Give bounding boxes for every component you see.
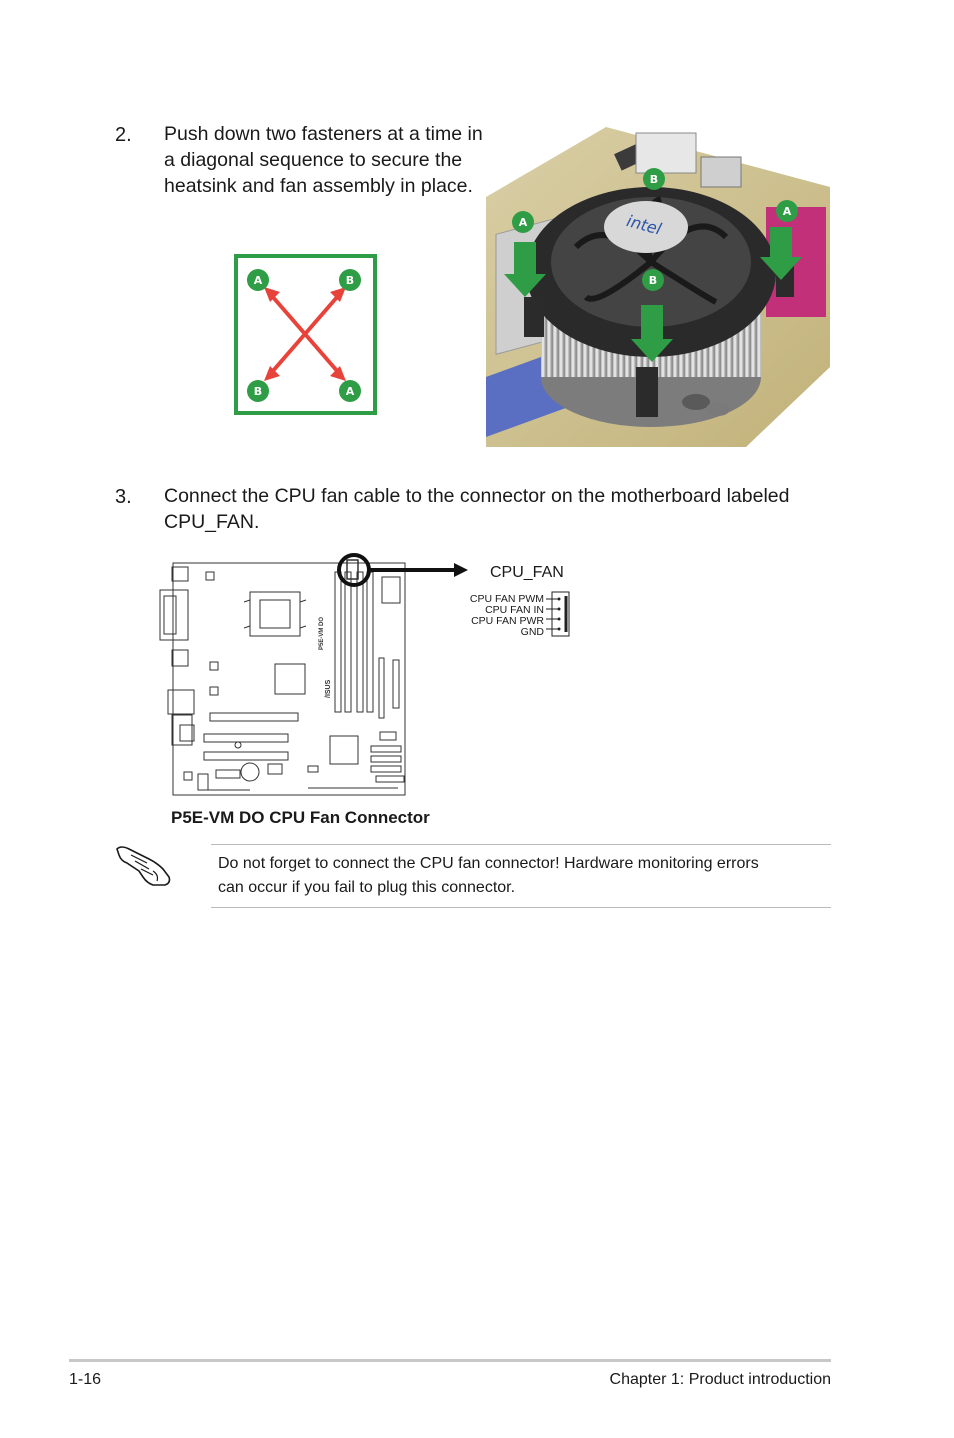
svg-text:A: A: [253, 274, 263, 287]
note-line: Do not forget to connect the CPU fan connector! Hardware monitoring errors: [218, 855, 759, 872]
page-number: 1-16: [69, 1371, 102, 1388]
svg-text:B: B: [345, 274, 355, 287]
diagram-label-top-left: [247, 269, 269, 291]
step-3-text: [164, 483, 844, 535]
step-2-line: heatsink and fan assembly in place.: [164, 175, 473, 197]
step-2-line: Push down two fasteners at a time in: [164, 123, 483, 145]
note-top-rule: [211, 844, 831, 845]
photo-label-b-mid: [642, 269, 664, 291]
footer-rule: [69, 1359, 831, 1362]
fastener-sequence-diagram: [234, 254, 378, 416]
step-3-line: Connect the CPU fan cable to the connector on the motherboard labeled: [164, 485, 790, 507]
svg-text:A: A: [518, 216, 528, 229]
pin-label-pwr: CPU FAN PWR: [471, 615, 544, 627]
photo-label-b-top: [643, 168, 665, 190]
step-3-line: CPU_FAN.: [164, 511, 260, 533]
svg-text:A: A: [782, 205, 792, 218]
chapter-title: Chapter 1: Product introduction: [609, 1371, 831, 1388]
hand-pointing-icon: [113, 841, 175, 889]
note-bottom-rule: [211, 907, 831, 908]
diagram-label-top-right: [339, 269, 361, 291]
svg-text:A: A: [345, 385, 355, 398]
board-silk-brand: /ISUS: [325, 679, 332, 698]
step-2-line: a diagonal sequence to secure the: [164, 149, 463, 171]
photo-label-a-left: [512, 211, 534, 233]
heatsink-installation-photo: [486, 127, 830, 447]
figure-caption: P5E-VM DO CPU Fan Connector: [171, 808, 430, 827]
pin-label-gnd: GND: [520, 626, 544, 638]
cpu-fan-connector-title: CPU_FAN: [490, 564, 564, 581]
svg-text:B: B: [649, 173, 659, 186]
step-3-number: 3.: [115, 486, 132, 508]
note-line: can occur if you fail to plug this connector.: [218, 879, 516, 896]
board-silk-model: P5E-VM DO: [319, 616, 325, 650]
svg-text:B: B: [253, 385, 263, 398]
motherboard-layout-diagram: [158, 550, 598, 800]
diagram-label-bottom-left: [247, 380, 269, 402]
note-text: [218, 852, 830, 900]
pin-label-in: CPU FAN IN: [485, 604, 544, 616]
diagram-label-bottom-right: [339, 380, 361, 402]
svg-text:B: B: [648, 274, 658, 287]
cpu-fan-pin-header: [546, 592, 569, 636]
pin-label-pwm: CPU FAN PWM: [469, 593, 544, 605]
step-2-number: 2.: [115, 124, 132, 146]
step-2-text: [164, 121, 494, 199]
photo-label-a-right: [776, 200, 798, 222]
svg-text:intel: intel: [624, 211, 664, 239]
